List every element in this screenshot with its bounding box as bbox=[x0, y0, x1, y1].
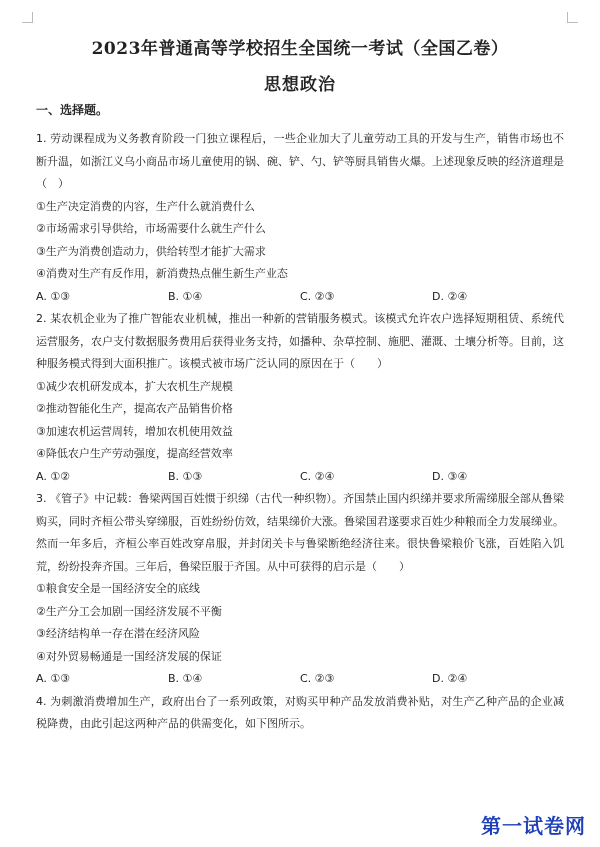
answer-choice: A. ①③ bbox=[36, 289, 71, 303]
answer-choice: A. ①② bbox=[36, 469, 71, 483]
question-stem: 2. 某农机企业为了推广智能农业机械，推出一种新的营销服务模式。该模式允许农户选择短期租赁、系统代运营服务，农户支付数据服务费用后获得业务支持，如播种、杂草控制、施肥、灌溉、土壤分析等。目前，这种服务模式得到大面积推广。该模式被市场广泛认同的原因在于（ ） bbox=[36, 312, 564, 370]
answer-choices bbox=[36, 286, 564, 309]
question-option: ④消费对生产有反作用，新消费热点催生新生产业态 bbox=[36, 267, 288, 280]
question-option: ①粮食安全是一国经济安全的底线 bbox=[36, 582, 200, 595]
page-corner-mark bbox=[567, 12, 578, 23]
page-subtitle: 思想政治 bbox=[264, 75, 336, 95]
question-option: ③生产为消费创造动力，供给转型才能扩大需求 bbox=[36, 244, 266, 258]
question-option: ③经济结构单一存在潜在经济风险 bbox=[36, 627, 200, 640]
answer-choice: D. ③④ bbox=[432, 469, 468, 483]
question-stem: 4. 为刺激消费增加生产，政府出台了一系列政策，对购买甲种产品发放消费补贴，对生产乙种产品的企业减税降费，由此引起这两种产品的供需变化，如下图所示。 bbox=[36, 694, 564, 730]
answer-choice: B. ①④ bbox=[168, 289, 203, 303]
question-list bbox=[36, 128, 564, 736]
question-stem: 1. 劳动课程成为义务教育阶段一门独立课程后，一些企业加大了儿童劳动工具的开发与生产，销售市场也不断升温，如浙江义乌小商品市场儿童使用的锅、碗、铲、勺、铲等厨具销售火爆。上述现象反映的经济道理是（ ） bbox=[36, 132, 564, 190]
question-option: ②市场需求引导供给，市场需要什么就生产什么 bbox=[36, 222, 266, 235]
question-stem: 3. 《管子》中记载：鲁梁两国百姓惯于织绨（古代一种织物）。齐国禁止国内织绨并要求所需绨服全部从鲁梁购买，同时齐桓公带头穿绨服，百姓纷纷仿效，结果绨价大涨。鲁梁国君遂要求百姓少种粮而全力发展绨业。然而一年多后，齐桓公率百姓改穿帛服，并封闭关卡与鲁梁断绝经济往来。很快鲁梁粮价飞涨，百姓陷入饥荒，纷纷投奔齐国。三年后，鲁梁臣服于齐国。从中可获得的启示是（ ） bbox=[36, 492, 564, 573]
answer-choice: D. ②④ bbox=[432, 672, 468, 685]
site-watermark: 第一试卷网 bbox=[481, 814, 586, 838]
answer-choices bbox=[36, 466, 564, 489]
section-heading: 一、选择题。 bbox=[36, 103, 109, 117]
question-option: ①生产决定消费的内容，生产什么就消费什么 bbox=[36, 199, 255, 213]
answer-choice: A. ①③ bbox=[36, 672, 71, 685]
question-option: ④对外贸易畅通是一国经济发展的保证 bbox=[36, 649, 222, 663]
question-option: ④降低农户生产劳动强度，提高经营效率 bbox=[36, 447, 233, 460]
answer-choice: B. ①③ bbox=[168, 469, 203, 483]
answer-choice: C. ②③ bbox=[300, 672, 335, 685]
answer-choice: B. ①④ bbox=[168, 672, 203, 685]
question-option: ③加速农机运营周转，增加农机使用效益 bbox=[36, 424, 233, 438]
question-option: ②推动智能化生产，提高农产品销售价格 bbox=[36, 402, 233, 415]
question-option: ②生产分工会加剧一国经济发展不平衡 bbox=[36, 604, 222, 618]
answer-choice: D. ②④ bbox=[432, 289, 468, 303]
page-title: 2023年普通高等学校招生全国统一考试（全国乙卷） bbox=[91, 39, 509, 59]
answer-choice: C. ②③ bbox=[300, 289, 335, 303]
page-corner-mark bbox=[22, 12, 33, 23]
answer-choices bbox=[36, 668, 564, 691]
question-option: ①减少农机研发成本，扩大农机生产规模 bbox=[36, 379, 233, 393]
answer-choice: C. ②④ bbox=[300, 469, 335, 483]
